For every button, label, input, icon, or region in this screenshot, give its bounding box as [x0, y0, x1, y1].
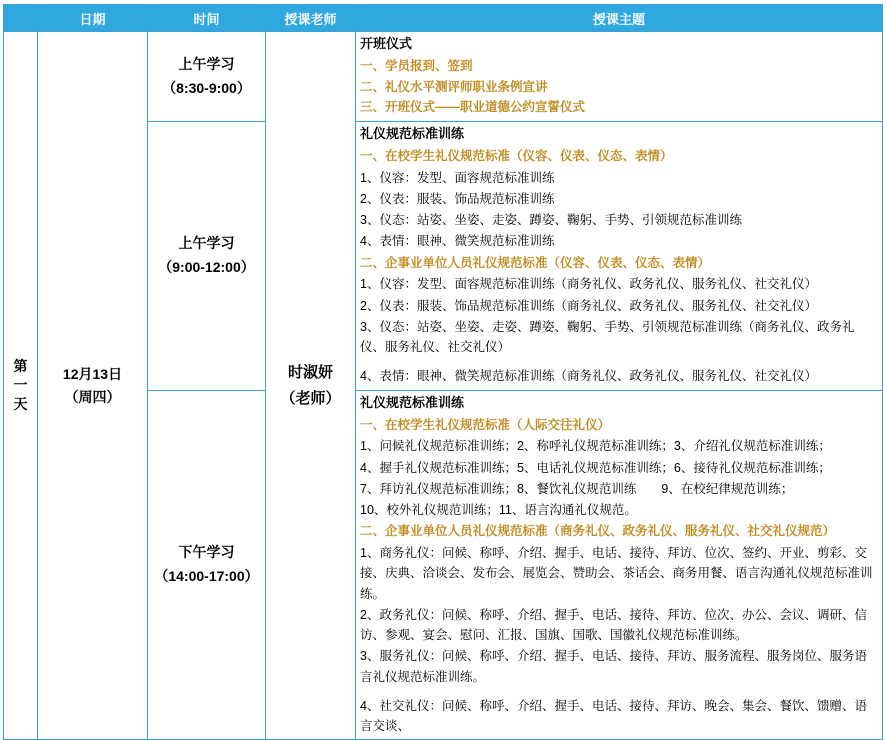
topic-subheading: 二、礼仪水平测评师职业条例宣讲	[360, 79, 548, 94]
topic-line: 1、仪容：发型、面容规范标准训练（商务礼仪、政务礼仪、服务礼仪、社交礼仪）	[360, 277, 817, 292]
topic-spacer	[360, 358, 878, 365]
time-cell-morning-1	[148, 32, 266, 122]
teacher-cell	[266, 32, 356, 740]
date-value: 12月13日	[62, 366, 123, 383]
header-cell-teacher: 授课老师	[266, 5, 356, 32]
topic-subheading: 一、在校学生礼仪规范标准（人际交往礼仪）	[360, 417, 611, 432]
topic-subheading: 二、企事业单位人员礼仪规范标准（仪容、仪表、仪态、表情）	[360, 255, 711, 270]
day-number-cell	[4, 32, 38, 740]
header-row	[4, 5, 883, 32]
topic-line: 1、商务礼仪：问候、称呼、介绍、握手、电话、接待、拜访、位次、签约、开业、剪彩、交接、庆典、洽谈会、发布会、展览会、赞助会、茶话会、商务用餐、语言沟通礼仪规范标准训练。	[360, 546, 873, 601]
topic-spacer	[360, 688, 878, 695]
date-cell	[38, 32, 148, 740]
topic-title: 开班仪式	[360, 36, 413, 51]
topic-line: 7、拜访礼仪规范标准训练；8、餐饮礼仪规范训练 9、在校纪律规范训练；	[360, 481, 794, 496]
topic-line: 4、握手礼仪规范标准训练；5、电话礼仪规范标准训练；6、接待礼仪规范标准训练；	[360, 460, 831, 475]
topic-line: 2、仪表：服装、饰品规范标准训练	[360, 191, 555, 206]
header-cell-daynum	[4, 5, 38, 32]
weekday-value: （周四）	[64, 388, 121, 405]
training-schedule-table	[3, 4, 883, 740]
header-cell-time: 时间	[148, 5, 266, 32]
topic-line: 10、校外礼仪规范训练；11、语言沟通礼仪规范。	[360, 503, 637, 518]
time-label: 上午学习	[178, 55, 235, 72]
table-header	[4, 5, 883, 32]
topic-line: 3、仪态：站姿、坐姿、走姿、蹲姿、鞠躬、手势、引领规范标准训练（商务礼仪、政务礼仪、服务礼仪、社交礼仪）	[360, 319, 855, 355]
topic-title: 礼仪规范标准训练	[360, 394, 465, 410]
topic-line: 2、仪表：服装、饰品规范标准训练（商务礼仪、政务礼仪、服务礼仪、社交礼仪）	[360, 298, 817, 313]
header-cell-topic: 授课主题	[356, 5, 883, 32]
time-cell-morning-2	[148, 122, 266, 391]
day-char-3: 天	[13, 396, 28, 413]
topic-line: 1、仪容：发型、面容规范标准训练	[360, 170, 555, 185]
topic-line: 3、仪态：站姿、坐姿、走姿、蹲姿、鞠躬、手势、引领规范标准训练	[360, 213, 742, 228]
table-body	[4, 32, 883, 740]
topic-line: 3、服务礼仪：问候、称呼、介绍、握手、电话、接待、拜访、服务流程、服务岗位、服务语言礼仪规范标准训练。	[360, 649, 867, 684]
teacher-role: （老师）	[280, 389, 341, 407]
topic-line: 1、问候礼仪规范标准训练；2、称呼礼仪规范标准训练；3、介绍礼仪规范标准训练；	[360, 439, 831, 454]
topic-subheading: 一、在校学生礼仪规范标准（仪容、仪表、仪态、表情）	[360, 148, 673, 163]
topic-cell-morning-training	[356, 122, 883, 391]
day-char-1: 第	[13, 358, 28, 375]
table-row	[4, 32, 883, 122]
time-range: （14:00-17:00）	[154, 567, 259, 584]
day-char-2: 一	[13, 377, 28, 394]
time-range: （8:30-9:00）	[162, 79, 251, 96]
time-cell-afternoon	[148, 390, 266, 740]
topic-subheading: 二、企事业单位人员礼仪规范标准（商务礼仪、政务礼仪、服务礼仪、社交礼仪规范）	[360, 524, 836, 539]
time-range: （9:00-12:00）	[158, 258, 255, 275]
topic-cell-opening	[356, 32, 883, 122]
teacher-name: 时淑妍	[287, 364, 333, 382]
topic-line: 4、社交礼仪：问候、称呼、介绍、握手、电话、接待、拜访、晚会、集会、餐饮、馈赠、语言交谈、	[360, 698, 867, 734]
topic-cell-afternoon-training	[356, 390, 883, 740]
header-cell-date: 日期	[38, 5, 148, 32]
time-label: 上午学习	[178, 235, 235, 252]
time-label: 下午学习	[178, 544, 235, 561]
topic-subheading: 一、学员报到、签到	[360, 58, 473, 73]
topic-line: 4、表情：眼神、微笑规范标准训练（商务礼仪、政务礼仪、服务礼仪、社交礼仪）	[360, 369, 817, 384]
topic-line: 2、政务礼仪：问候、称呼、介绍、握手、电话、接待、拜访、位次、办公、会议、调研、信访、参观、宴会、慰问、汇报、国旗、国歌、国徽礼仪规范标准训练。	[360, 607, 867, 643]
topic-line: 4、表情：眼神、微笑规范标准训练	[360, 234, 555, 249]
topic-subheading: 三、开班仪式——职业道德公约宣誓仪式	[360, 100, 586, 115]
topic-title: 礼仪规范标准训练	[360, 126, 465, 142]
